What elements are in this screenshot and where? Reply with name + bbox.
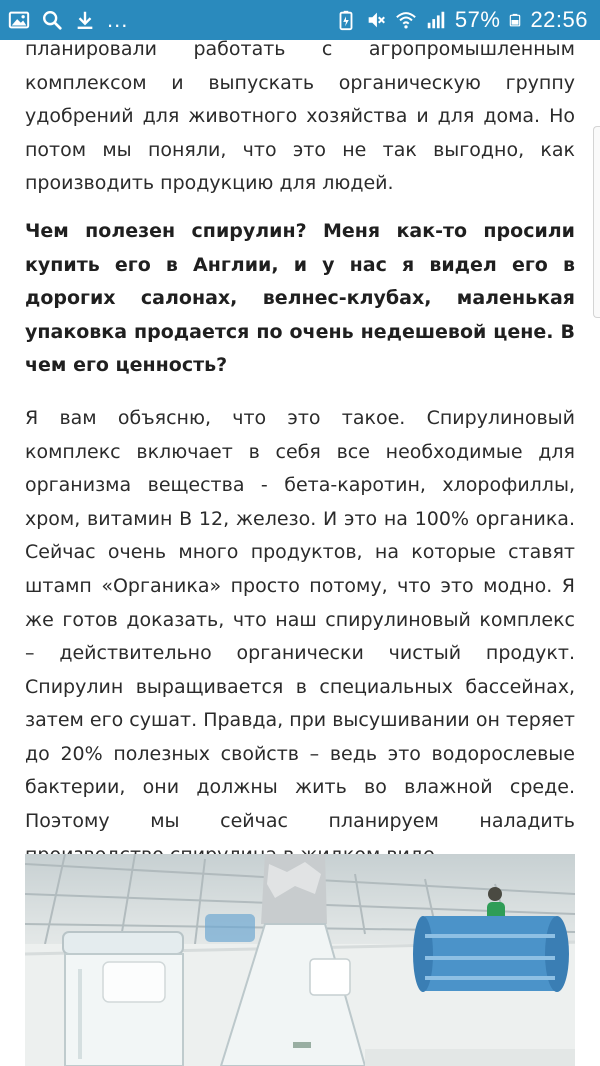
search-icon: [41, 9, 63, 31]
article-photo: [25, 854, 575, 1066]
mute-icon: [365, 9, 387, 31]
interview-answer: Я вам объясню, что это такое. Спирулиновый комплекс включает в себя все необходимые для организма вещества - бета-каротин, хлорофиллы, хром, витамин B 12, железо. И это на 100% органика. Сейчас очень много продуктов, на которые ставят штамп «Органика» просто потому, что это модно. Я же готов доказать, что наш спирулиновый комплекс – действительно органически чистый продукт. Спирулин выращивается в специальных бассейнах, затем его сушат. Правда, при высушивании он теряет до 20% полезных свойств – ведь это водорослевые бактерии, они должны жить во влажной среде. Поэтому мы сейчас планируем наладить: [25, 406, 575, 833]
download-icon: [74, 9, 96, 31]
scrollbar-thumb[interactable]: [593, 126, 600, 318]
glass-jar: [63, 932, 183, 1066]
battery-icon: [508, 9, 522, 31]
battery-saver-icon: [335, 9, 357, 31]
gallery-icon: [8, 9, 30, 31]
paragraph: планировали работать с агропромышленным комплексом и выпускать органическую группу удобрений для животного хозяйства и для дома. Но потом мы поняли, что это не так выгодно, как производить продукцию для людей.: [25, 38, 575, 195]
paddle-wheel: [413, 916, 569, 992]
photo-illustration: [25, 854, 575, 1066]
interview-question: Чем полезен спирулин? Меня как-то просили купить его в Англии, и у нас я видел его в дорогих салонах, велнес-клубах, маленькая упаковка продается по очень недешевой цене. В чем его ценность?: [25, 219, 575, 377]
signal-icon: [425, 9, 447, 31]
battery-percent: 57%: [454, 7, 501, 32]
clock: 22:56: [530, 7, 588, 32]
wifi-icon: [395, 9, 417, 31]
more-notifications-indicator: ...: [107, 7, 129, 32]
article-body: [25, 40, 575, 872]
